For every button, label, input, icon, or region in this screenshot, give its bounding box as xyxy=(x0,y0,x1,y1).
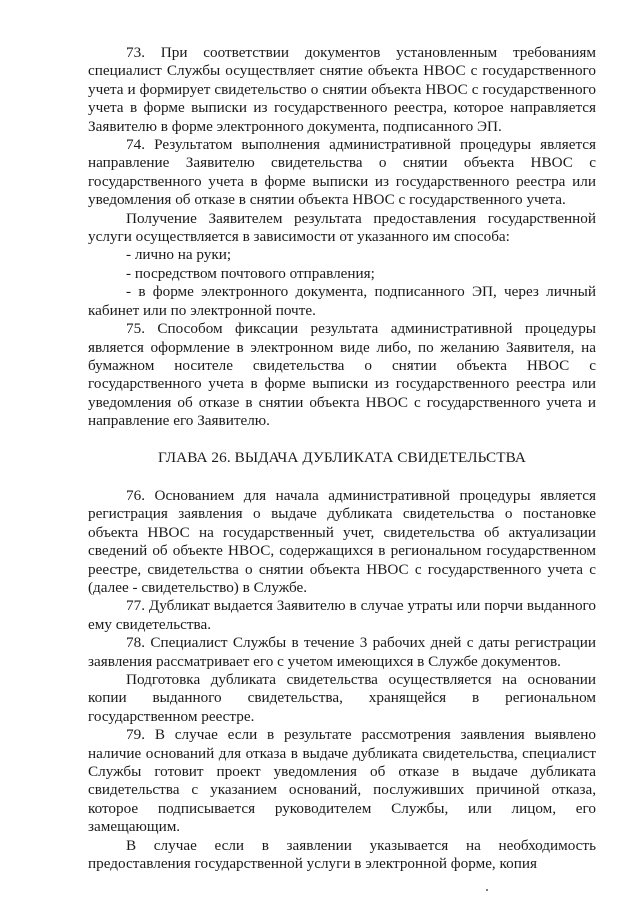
paragraph-74: 74. Результатом выполнения административной процедуры является направление Заявителю свидетельства о снятии объекта НВОС с государственного учета в форме выписки из государственного реестра или уведомления об отказе в снятии объекта НВОС с государственного учета. xyxy=(88,136,596,209)
paragraph-77: 77. Дубликат выдается Заявителю в случае утраты или порчи выданного ему свидетельства. xyxy=(88,597,596,633)
paragraph-73: 73. При соответствии документов установленным требованиям специалист Службы осуществляет снятие объекта НВОС с государственного учета и формирует свидетельство о снятии объекта НВОС с государственного учета в форме выписки из государственного реестра, которое направляется Заявителю в форме электронного документа, подписанного ЭП. xyxy=(88,44,596,135)
list-item-postal: - посредством почтового отправления; xyxy=(126,264,375,282)
document-page xyxy=(88,44,596,873)
paragraph-75: 75. Способом фиксации результата административной процедуры является оформление в электронном виде либо, по желанию Заявителя, на бумажном носителе свидетельства о снятии объекта НВОС с государственного учета в форме выписки из государственного реестра или уведомления об отказе в снятии объекта НВОС с государственного учета и направление его Заявителю. xyxy=(88,320,596,430)
list-item-electronic: - в форме электронного документа, подписанного ЭП, через личный кабинет или по электронной почте. xyxy=(88,283,596,319)
scan-speck xyxy=(486,889,488,891)
list-item-in-person: - лично на руки; xyxy=(126,246,232,264)
paragraph-duplicate-preparation: Подготовка дубликата свидетельства осуществляется на основании копии выданного свидетельства, хранящейся в региональном государственном реестре. xyxy=(88,671,596,725)
paragraph-78: 78. Специалист Службы в течение 3 рабочих дней с даты регистрации заявления рассматривает его с учетом имеющихся в Службе документов. xyxy=(88,634,596,670)
paragraph-electronic-form: В случае если в заявлении указывается на необходимость предоставления государственной услуги в электронной форме, копия xyxy=(88,836,596,873)
paragraph-result-receipt: Получение Заявителем результата предоставления государственной услуги осуществляется в зависимости от указанного им способа: xyxy=(88,209,596,246)
chapter-heading: ГЛАВА 26. ВЫДАЧА ДУБЛИКАТА СВИДЕТЕЛЬСТВА xyxy=(157,448,527,466)
paragraph-76: 76. Основанием для начала административной процедуры является регистрация заявления о выдаче дубликата свидетельства о постановке объекта НВОС на государственный учет, свидетельства об актуализации сведений об объекте НВОС, содержащихся в региональном государственном реестре, свидетельства о снятии объекта НВОС с государственного учета с (далее - свидетельство) в Службе. xyxy=(88,486,596,596)
paragraph-79: 79. В случае если в результате рассмотрения заявления выявлено наличие оснований для отказа в выдаче дубликата свидетельства, специалист Службы готовит проект уведомления об отказе в выдаче дубликата свидетельства с указанием оснований, послуживших причиной отказа, которое подписывается руководителем Службы, или лицом, его замещающим. xyxy=(88,726,596,836)
